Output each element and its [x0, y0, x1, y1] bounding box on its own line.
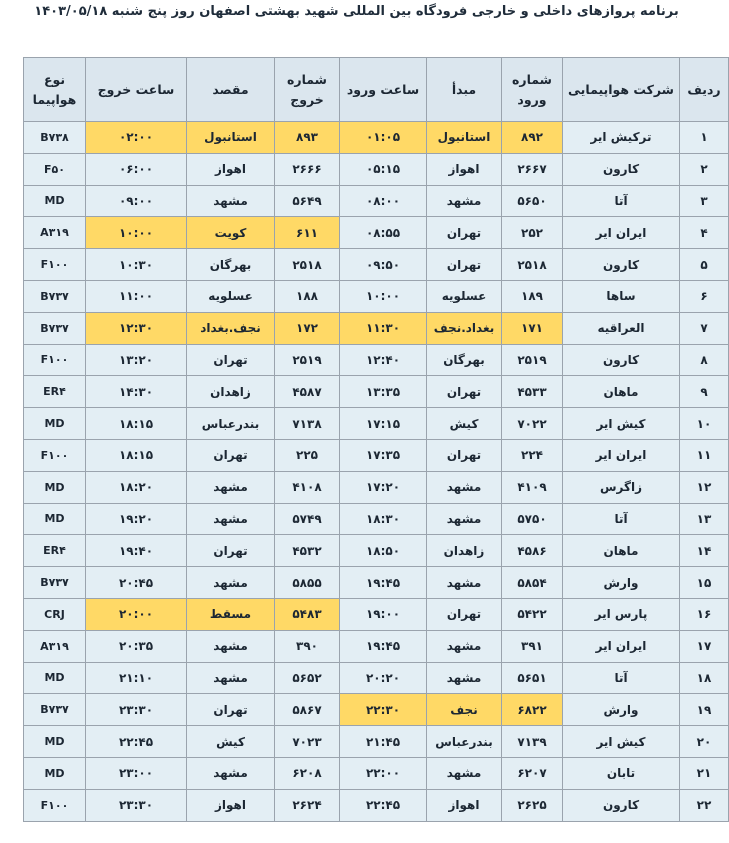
table-row [24, 503, 729, 535]
cell-row-no: ۳ [680, 185, 729, 217]
cell-departure-flight: ۷۰۲۳ [275, 726, 340, 758]
cell-aircraft: CRJ [24, 598, 86, 630]
cell-origin: تهران [427, 217, 502, 249]
cell-arrival-flight: ۲۵۲ [502, 217, 563, 249]
cell-arrival-time: ۱۷:۱۵ [340, 408, 427, 440]
table-header-row [24, 58, 729, 122]
cell-arrival-time: ۱۹:۰۰ [340, 598, 427, 630]
table-row [24, 217, 729, 249]
cell-aircraft: MD [24, 726, 86, 758]
cell-airline: تابان [563, 757, 680, 789]
cell-aircraft: ER۴ [24, 376, 86, 408]
cell-arrival-time: ۱۰:۰۰ [340, 280, 427, 312]
cell-destination: مسقط [187, 598, 275, 630]
table-row [24, 153, 729, 185]
cell-arrival-flight: ۳۹۱ [502, 630, 563, 662]
cell-arrival-time: ۲۰:۲۰ [340, 662, 427, 694]
cell-row-no: ۱۴ [680, 535, 729, 567]
cell-arrival-flight: ۵۷۵۰ [502, 503, 563, 535]
cell-departure-flight: ۶۱۱ [275, 217, 340, 249]
cell-departure-time: ۱۹:۲۰ [86, 503, 187, 535]
cell-airline: العراقیه [563, 312, 680, 344]
cell-origin: مشهد [427, 185, 502, 217]
cell-arrival-time: ۲۲:۴۵ [340, 789, 427, 821]
cell-departure-flight: ۵۴۸۳ [275, 598, 340, 630]
cell-arrival-flight: ۷۱۳۹ [502, 726, 563, 758]
cell-arrival-time: ۰۱:۰۵ [340, 122, 427, 154]
cell-airline: وارش [563, 567, 680, 599]
cell-departure-time: ۲۳:۳۰ [86, 694, 187, 726]
cell-airline: آتا [563, 185, 680, 217]
cell-origin: تهران [427, 598, 502, 630]
cell-destination: تهران [187, 439, 275, 471]
cell-row-no: ۱۸ [680, 662, 729, 694]
cell-airline: ماهان [563, 535, 680, 567]
table-row [24, 439, 729, 471]
table-row [24, 280, 729, 312]
cell-departure-time: ۱۰:۰۰ [86, 217, 187, 249]
cell-aircraft: A۳۱۹ [24, 217, 86, 249]
cell-airline: پارس ایر [563, 598, 680, 630]
table-row [24, 408, 729, 440]
cell-departure-time: ۱۹:۴۰ [86, 535, 187, 567]
cell-row-no: ۱۲ [680, 471, 729, 503]
table-row [24, 185, 729, 217]
cell-arrival-flight: ۲۲۴ [502, 439, 563, 471]
cell-aircraft: MD [24, 408, 86, 440]
cell-row-no: ۴ [680, 217, 729, 249]
cell-origin: بغداد.نجف [427, 312, 502, 344]
cell-arrival-flight: ۲۶۶۷ [502, 153, 563, 185]
cell-arrival-flight: ۱۸۹ [502, 280, 563, 312]
cell-departure-flight: ۵۸۵۵ [275, 567, 340, 599]
cell-departure-flight: ۱۷۲ [275, 312, 340, 344]
cell-departure-flight: ۵۷۴۹ [275, 503, 340, 535]
cell-airline: کارون [563, 153, 680, 185]
cell-departure-time: ۱۸:۱۵ [86, 408, 187, 440]
cell-airline: ایران ایر [563, 217, 680, 249]
header-arrival-time: ساعت ورود [340, 58, 427, 122]
table-row [24, 376, 729, 408]
cell-destination: کیش [187, 726, 275, 758]
cell-aircraft: B۷۳۷ [24, 567, 86, 599]
cell-row-no: ۷ [680, 312, 729, 344]
cell-row-no: ۱۱ [680, 439, 729, 471]
cell-airline: ماهان [563, 376, 680, 408]
cell-airline: کارون [563, 249, 680, 281]
cell-aircraft: ER۴ [24, 535, 86, 567]
cell-origin: بهرگان [427, 344, 502, 376]
cell-origin: عسلویه [427, 280, 502, 312]
cell-arrival-flight: ۶۸۲۲ [502, 694, 563, 726]
table-row [24, 662, 729, 694]
cell-origin: بندرعباس [427, 726, 502, 758]
cell-arrival-time: ۰۹:۵۰ [340, 249, 427, 281]
cell-aircraft: A۳۱۹ [24, 630, 86, 662]
header-arrival-flight: شماره ورود [502, 58, 563, 122]
cell-arrival-flight: ۱۷۱ [502, 312, 563, 344]
cell-departure-time: ۱۲:۳۰ [86, 312, 187, 344]
cell-departure-time: ۱۸:۱۵ [86, 439, 187, 471]
cell-origin: تهران [427, 249, 502, 281]
cell-departure-flight: ۱۸۸ [275, 280, 340, 312]
cell-departure-time: ۲۳:۰۰ [86, 757, 187, 789]
table-body [24, 122, 729, 822]
flight-schedule-table [23, 57, 729, 822]
cell-airline: کارون [563, 789, 680, 821]
cell-airline: ساها [563, 280, 680, 312]
cell-departure-flight: ۷۱۳۸ [275, 408, 340, 440]
cell-airline: آتا [563, 662, 680, 694]
cell-departure-flight: ۲۶۲۴ [275, 789, 340, 821]
cell-aircraft: MD [24, 757, 86, 789]
cell-origin: اهواز [427, 789, 502, 821]
cell-arrival-flight: ۵۶۵۱ [502, 662, 563, 694]
table-row [24, 630, 729, 662]
cell-row-no: ۱۶ [680, 598, 729, 630]
cell-row-no: ۱۵ [680, 567, 729, 599]
cell-arrival-flight: ۴۱۰۹ [502, 471, 563, 503]
cell-aircraft: B۷۳۷ [24, 280, 86, 312]
cell-departure-time: ۲۰:۴۵ [86, 567, 187, 599]
cell-row-no: ۶ [680, 280, 729, 312]
cell-airline: ترکیش ایر [563, 122, 680, 154]
cell-origin: مشهد [427, 471, 502, 503]
cell-destination: بندرعباس [187, 408, 275, 440]
cell-departure-flight: ۲۵۱۹ [275, 344, 340, 376]
cell-departure-time: ۰۹:۰۰ [86, 185, 187, 217]
cell-arrival-time: ۱۷:۲۰ [340, 471, 427, 503]
cell-departure-time: ۱۸:۲۰ [86, 471, 187, 503]
cell-row-no: ۱۹ [680, 694, 729, 726]
table-row [24, 344, 729, 376]
cell-origin: مشهد [427, 503, 502, 535]
cell-row-no: ۲۱ [680, 757, 729, 789]
cell-aircraft: F۱۰۰ [24, 789, 86, 821]
table-row [24, 567, 729, 599]
header-departure-time: ساعت خروج [86, 58, 187, 122]
cell-destination: اهواز [187, 789, 275, 821]
cell-aircraft: F۱۰۰ [24, 439, 86, 471]
cell-arrival-time: ۰۵:۱۵ [340, 153, 427, 185]
cell-departure-flight: ۸۹۳ [275, 122, 340, 154]
cell-aircraft: B۷۳۸ [24, 122, 86, 154]
cell-aircraft: MD [24, 503, 86, 535]
cell-origin: مشهد [427, 662, 502, 694]
cell-row-no: ۱۳ [680, 503, 729, 535]
cell-departure-flight: ۲۲۵ [275, 439, 340, 471]
cell-destination: مشهد [187, 567, 275, 599]
table-row [24, 249, 729, 281]
cell-departure-flight: ۳۹۰ [275, 630, 340, 662]
table-row [24, 757, 729, 789]
cell-aircraft: F۵۰ [24, 153, 86, 185]
header-row-no: ردیف [680, 58, 729, 122]
cell-origin: تهران [427, 439, 502, 471]
cell-destination: کویت [187, 217, 275, 249]
cell-destination: مشهد [187, 662, 275, 694]
cell-row-no: ۱ [680, 122, 729, 154]
cell-departure-flight: ۵۸۶۷ [275, 694, 340, 726]
header-aircraft: نوع هواپیما [24, 58, 86, 122]
cell-departure-flight: ۶۲۰۸ [275, 757, 340, 789]
cell-destination: اهواز [187, 153, 275, 185]
cell-departure-flight: ۵۶۴۹ [275, 185, 340, 217]
cell-aircraft: MD [24, 185, 86, 217]
cell-destination: مشهد [187, 757, 275, 789]
header-airline: شرکت هواپیمایی [563, 58, 680, 122]
cell-arrival-time: ۰۸:۰۰ [340, 185, 427, 217]
cell-departure-time: ۱۴:۳۰ [86, 376, 187, 408]
cell-row-no: ۲۲ [680, 789, 729, 821]
cell-aircraft: MD [24, 471, 86, 503]
cell-row-no: ۱۷ [680, 630, 729, 662]
cell-arrival-flight: ۲۶۲۵ [502, 789, 563, 821]
cell-destination: تهران [187, 344, 275, 376]
cell-airline: آتا [563, 503, 680, 535]
cell-departure-time: ۰۲:۰۰ [86, 122, 187, 154]
cell-arrival-flight: ۶۲۰۷ [502, 757, 563, 789]
cell-departure-flight: ۴۱۰۸ [275, 471, 340, 503]
cell-airline: وارش [563, 694, 680, 726]
cell-origin: مشهد [427, 757, 502, 789]
cell-arrival-flight: ۵۸۵۴ [502, 567, 563, 599]
cell-row-no: ۲۰ [680, 726, 729, 758]
header-origin: مبدأ [427, 58, 502, 122]
cell-destination: عسلویه [187, 280, 275, 312]
cell-airline: کیش ایر [563, 726, 680, 758]
cell-aircraft: B۷۳۷ [24, 312, 86, 344]
table-row [24, 726, 729, 758]
cell-departure-flight: ۴۵۳۲ [275, 535, 340, 567]
cell-departure-flight: ۲۶۶۶ [275, 153, 340, 185]
table-row [24, 312, 729, 344]
cell-destination: مشهد [187, 185, 275, 217]
cell-departure-flight: ۴۵۸۷ [275, 376, 340, 408]
cell-row-no: ۹ [680, 376, 729, 408]
cell-aircraft: B۷۳۷ [24, 694, 86, 726]
cell-arrival-time: ۱۸:۵۰ [340, 535, 427, 567]
cell-destination: استانبول [187, 122, 275, 154]
table-row [24, 789, 729, 821]
cell-aircraft: F۱۰۰ [24, 249, 86, 281]
cell-destination: مشهد [187, 503, 275, 535]
cell-destination: مشهد [187, 630, 275, 662]
cell-row-no: ۱۰ [680, 408, 729, 440]
cell-arrival-flight: ۲۵۱۸ [502, 249, 563, 281]
cell-destination: بهرگان [187, 249, 275, 281]
cell-arrival-flight: ۲۵۱۹ [502, 344, 563, 376]
cell-origin: مشهد [427, 567, 502, 599]
table-row [24, 471, 729, 503]
cell-arrival-time: ۱۲:۴۰ [340, 344, 427, 376]
cell-row-no: ۸ [680, 344, 729, 376]
cell-row-no: ۵ [680, 249, 729, 281]
cell-arrival-flight: ۴۵۸۶ [502, 535, 563, 567]
cell-destination: زاهدان [187, 376, 275, 408]
cell-departure-flight: ۵۶۵۲ [275, 662, 340, 694]
cell-aircraft: F۱۰۰ [24, 344, 86, 376]
cell-origin: تهران [427, 376, 502, 408]
cell-departure-time: ۱۳:۲۰ [86, 344, 187, 376]
cell-departure-time: ۱۱:۰۰ [86, 280, 187, 312]
cell-departure-time: ۲۲:۴۵ [86, 726, 187, 758]
header-destination: مقصد [187, 58, 275, 122]
cell-arrival-time: ۱۸:۳۰ [340, 503, 427, 535]
cell-arrival-flight: ۸۹۲ [502, 122, 563, 154]
cell-origin: زاهدان [427, 535, 502, 567]
cell-departure-time: ۲۳:۳۰ [86, 789, 187, 821]
cell-origin: نجف [427, 694, 502, 726]
cell-origin: کیش [427, 408, 502, 440]
cell-origin: اهواز [427, 153, 502, 185]
cell-destination: نجف.بغداد [187, 312, 275, 344]
cell-airline: زاگرس [563, 471, 680, 503]
cell-destination: تهران [187, 694, 275, 726]
cell-departure-time: ۱۰:۳۰ [86, 249, 187, 281]
cell-arrival-flight: ۵۶۵۰ [502, 185, 563, 217]
cell-arrival-time: ۱۱:۳۰ [340, 312, 427, 344]
cell-destination: تهران [187, 535, 275, 567]
cell-airline: کارون [563, 344, 680, 376]
cell-arrival-time: ۱۹:۴۵ [340, 567, 427, 599]
cell-arrival-time: ۱۳:۳۵ [340, 376, 427, 408]
cell-airline: ایران ایر [563, 439, 680, 471]
cell-departure-flight: ۲۵۱۸ [275, 249, 340, 281]
cell-arrival-flight: ۵۴۲۲ [502, 598, 563, 630]
cell-arrival-flight: ۴۵۳۳ [502, 376, 563, 408]
cell-departure-time: ۲۰:۰۰ [86, 598, 187, 630]
cell-airline: کیش ایر [563, 408, 680, 440]
cell-arrival-time: ۲۱:۴۵ [340, 726, 427, 758]
cell-departure-time: ۰۶:۰۰ [86, 153, 187, 185]
table-row [24, 535, 729, 567]
cell-arrival-time: ۱۹:۴۵ [340, 630, 427, 662]
cell-arrival-time: ۲۲:۰۰ [340, 757, 427, 789]
cell-arrival-time: ۱۷:۳۵ [340, 439, 427, 471]
table-row [24, 122, 729, 154]
cell-departure-time: ۲۱:۱۰ [86, 662, 187, 694]
cell-departure-time: ۲۰:۳۵ [86, 630, 187, 662]
page-title: برنامه پروازهای داخلی و خارجی فرودگاه بین المللی شهید بهشتی اصفهان روز پنج شنبه ۱۴۰۳/۰۵/۱۸ [34, 4, 679, 19]
table-row [24, 598, 729, 630]
cell-destination: مشهد [187, 471, 275, 503]
cell-arrival-flight: ۷۰۲۲ [502, 408, 563, 440]
header-departure-flight: شماره خروج [275, 58, 340, 122]
cell-aircraft: MD [24, 662, 86, 694]
cell-arrival-time: ۲۲:۳۰ [340, 694, 427, 726]
cell-airline: ایران ایر [563, 630, 680, 662]
cell-origin: استانبول [427, 122, 502, 154]
table-row [24, 694, 729, 726]
cell-row-no: ۲ [680, 153, 729, 185]
cell-arrival-time: ۰۸:۵۵ [340, 217, 427, 249]
cell-origin: مشهد [427, 630, 502, 662]
